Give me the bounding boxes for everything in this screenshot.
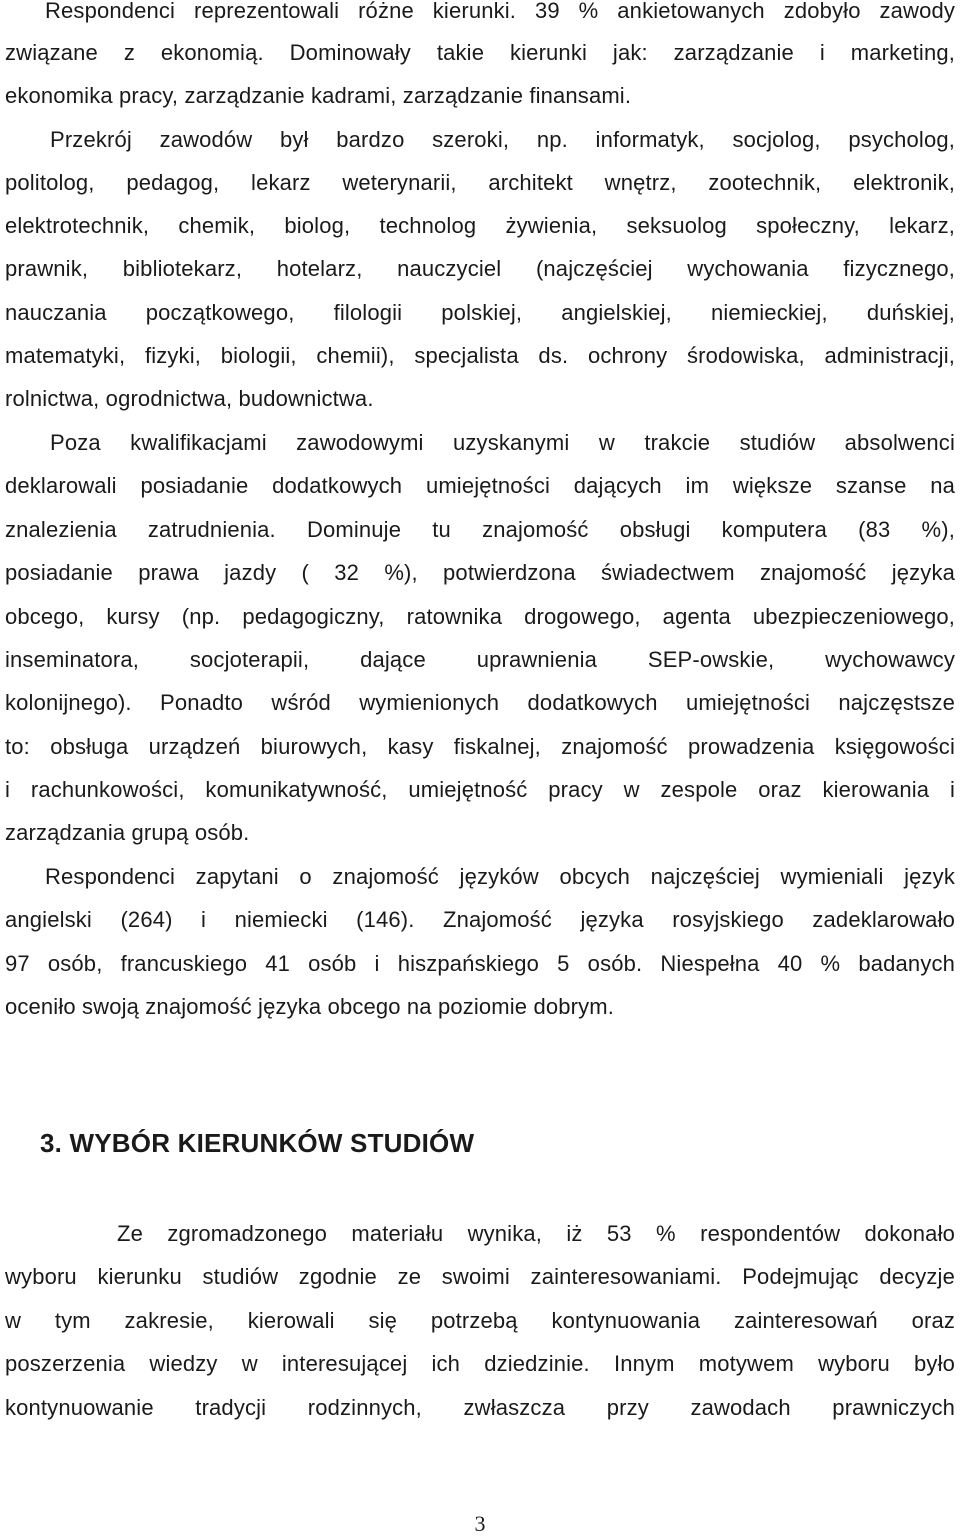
section-heading: 3. WYBÓR KIERUNKÓW STUDIÓW bbox=[40, 1128, 475, 1158]
text-line: poszerzenia wiedzy w interesującej ich dziedzinie. Innym motywem wyboru było bbox=[5, 1351, 955, 1376]
text-line: w tym zakresie, kierowali się potrzebą kontynuowania zainteresowań oraz bbox=[5, 1308, 955, 1333]
text-line: matematyki, fizyki, biologii, chemii), specjalista ds. ochrony środowiska, administracji, bbox=[5, 343, 955, 368]
text-line: związane z ekonomią. Dominowały takie kierunki jak: zarządzanie i marketing, bbox=[5, 40, 955, 65]
text-line: kontynuowanie tradycji rodzinnych, zwłaszcza przy zawodach prawniczych bbox=[5, 1395, 955, 1420]
text-line: prawnik, bibliotekarz, hotelarz, nauczyciel (najczęściej wychowania fizycznego, bbox=[5, 256, 955, 281]
text-line: angielski (264) i niemiecki (146). Znajomość języka rosyjskiego zadeklarowało bbox=[5, 907, 955, 932]
text-line: obcego, kursy (np. pedagogiczny, ratownika drogowego, agenta ubezpieczeniowego, bbox=[5, 604, 955, 629]
text-line: znalezienia zatrudnienia. Dominuje tu znajomość obsługi komputera (83 %), bbox=[5, 517, 955, 542]
text-line: Poza kwalifikacjami zawodowymi uzyskanymi w trakcie studiów absolwenci bbox=[50, 430, 955, 455]
text-line: rolnictwa, ogrodnictwa, budownictwa. bbox=[5, 386, 374, 411]
text-line: Respondenci zapytani o znajomość języków obcych najczęściej wymieniali język bbox=[45, 864, 955, 889]
text-line: deklarowali posiadanie dodatkowych umiejętności dających im większe szanse na bbox=[5, 473, 955, 498]
text-line: inseminatora, socjoterapii, dające uprawnienia SEP-owskie, wychowawcy bbox=[5, 647, 955, 672]
text-line: politolog, pedagog, lekarz weterynarii, architekt wnętrz, zootechnik, elektronik, bbox=[5, 170, 955, 195]
text-line: elektrotechnik, chemik, biolog, technolog żywienia, seksuolog społeczny, lekarz, bbox=[5, 213, 955, 238]
text-line: nauczania początkowego, filologii polskiej, angielskiej, niemieckiej, duńskiej, bbox=[5, 300, 955, 325]
text-line: wyboru kierunku studiów zgodnie ze swoimi zainteresowaniami. Podejmując decyzje bbox=[5, 1264, 955, 1289]
text-line: oceniło swoją znajomość języka obcego na poziomie dobrym. bbox=[5, 994, 614, 1019]
text-line: i rachunkowości, komunikatywność, umiejętność pracy w zespole oraz kierowania i bbox=[5, 777, 955, 802]
text-line: Ze zgromadzonego materiału wynika, iż 53 % respondentów dokonało bbox=[117, 1221, 955, 1246]
text-line: Respondenci reprezentowali różne kierunki. 39 % ankietowanych zdobyło zawody bbox=[45, 0, 955, 23]
page-number: 3 bbox=[474, 1511, 486, 1536]
text-line: Przekrój zawodów był bardzo szeroki, np. informatyk, socjolog, psycholog, bbox=[50, 127, 955, 152]
text-line: to: obsługa urządzeń biurowych, kasy fiskalnej, znajomość prowadzenia księgowości bbox=[5, 734, 955, 759]
text-line: kolonijnego). Ponadto wśród wymienionych dodatkowych umiejętności najczęstsze bbox=[5, 690, 955, 715]
text-line: ekonomika pracy, zarządzanie kadrami, zarządzanie finansami. bbox=[5, 83, 632, 108]
text-line: 97 osób, francuskiego 41 osób i hiszpańskiego 5 osób. Niespełna 40 % badanych bbox=[5, 951, 955, 976]
text-line: zarządzania grupą osób. bbox=[5, 820, 250, 845]
text-line: posiadanie prawa jazdy ( 32 %), potwierdzona świadectwem znajomość języka bbox=[5, 560, 955, 585]
